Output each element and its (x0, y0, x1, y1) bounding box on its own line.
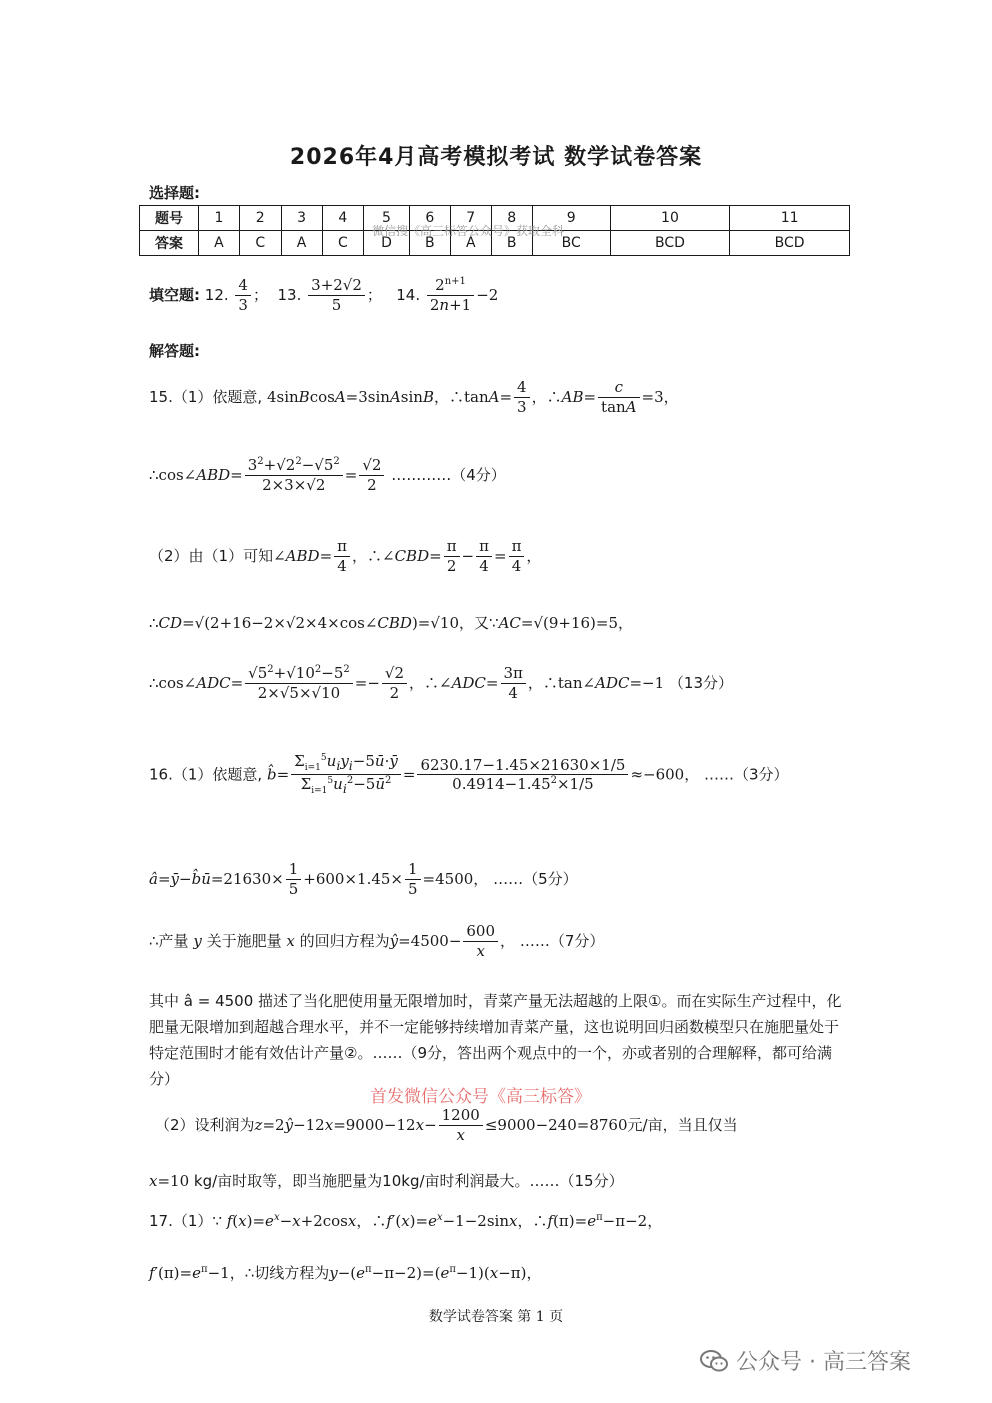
wechat-icon (700, 1350, 728, 1372)
answer-cell: C (239, 231, 281, 256)
answer-cell: B (409, 231, 450, 256)
page-title: 2026年4月高考模拟考试 数学试卷答案 (289, 145, 703, 170)
question-number: 4 (322, 206, 364, 231)
row-label: 题号 (140, 206, 199, 231)
question-number: 9 (532, 206, 610, 231)
answer-cell: BC (532, 231, 610, 256)
answer-cell: BCD (610, 231, 730, 256)
solve-heading: 解答题: (149, 342, 200, 360)
q15-line1: 15.（1）依题意, 4sinBcosA=3sinAsinB，∴tanA= $\frac{4}{3}$ ，∴AB= $\frac{c}{\tan A}$ =3， (149, 378, 679, 416)
q12-answer: $\frac{4}{3}$ (235, 276, 251, 315)
answer-cell: D (364, 231, 410, 256)
question-number: 2 (239, 206, 281, 231)
question-number: 5 (364, 206, 410, 231)
q15-line3: （2）由（1）可知∠ABD= $\frac{\pi}{4}$ ，∴∠CBD= $\frac{\pi}{2}$ − $\frac{\pi}{4}$ = $\frac{\pi}{4}$ ， (149, 537, 542, 575)
brand-text: 公众号 · 高三答案 (736, 1350, 911, 1375)
q16-explanation: 其中 â = 4500 描述了当化肥使用量无限增加时，青菜产量无法超越的上限①。而在实际生产过程中，化肥量无限增加到超越合理水平，并不一定能够持续增加青菜产量，这也说明回归函数模型只在施肥量处于特定范围时才能有效估计产量②。……（9分，答出两个观点中的一个，亦或者别的合理解释，都可给满分） (149, 992, 842, 1088)
answer-cell: A (199, 231, 240, 256)
fill-label: 填空题: (149, 285, 200, 304)
answer-cell: B (491, 231, 532, 256)
answer-cell: A (281, 231, 322, 256)
q13-number: 13. (277, 285, 302, 304)
row-label: 答案 (140, 231, 199, 256)
answer-cell: A (450, 231, 491, 256)
brand-tag (700, 1345, 911, 1376)
q15-line2: ∴cos∠ABD= $\frac{3^2+√2^2-√5^2}{2\times 3\times√2}$ = $\frac{√2}{2}$ …………（4分） (149, 456, 506, 494)
q15-line4: ∴CD=√(2+16−2×√2×4×cos∠CBD)=√10，又∵AC=√(9+16)=5， (149, 614, 634, 632)
q16-line4: （2）设利润为z=2ŷ−12x=9000−12x− $\frac{1200}{x}$ ≤9000−240=8760元/亩，当且仅当 (155, 1106, 738, 1144)
question-number: 3 (281, 206, 322, 231)
q14-number: 14. (396, 285, 421, 304)
question-number: 1 (199, 206, 240, 231)
question-number: 11 (730, 206, 850, 231)
q17-line2: $f'(\pi)=e^\pi-1$，∴切线方程为$y-(e^\pi-\pi-2)=(e^\pi-1)(x-\pi)$， (149, 1264, 542, 1282)
watermark: 微信搜《高三标答公众号》获取全科 (372, 224, 565, 238)
question-number: 7 (450, 206, 491, 231)
q16-line2: â=ȳ−b̂ū=21630× $\frac{1}{5}$ +600×1.45× $\frac{1}{5}$ =4500， ……（5分） (149, 860, 578, 898)
question-number: 6 (409, 206, 450, 231)
q16-line5: x=10 kg/亩时取等，即当施肥量为10kg/亩时利润最大。……（15分） (149, 1172, 624, 1190)
question-number: 8 (491, 206, 532, 231)
q14-answer: $\frac{2^{n+1}}{2n+1}$ (427, 276, 474, 315)
q12-number: 12. (204, 285, 229, 304)
question-number: 10 (610, 206, 730, 231)
q17-line1: 17.（1）∵ $f(x)=e^x-x+2\cos x$，$\therefore f'(x)=e^x-1-2\sin x$，$\therefore f(\pi)=e^\pi-\pi-2$， (149, 1212, 663, 1230)
q13-answer: $\frac{3+2√2}{5}$ (308, 276, 365, 315)
mc-heading: 选择题: (149, 184, 200, 202)
q16-line1: 16.（1）依题意, b̂= $\frac{\Sigma_{i=1}^5u_iy_i-5ū\cdot ȳ}{\Sigma_{i=1}^5u_i^2-5ū^2}$ = $\frac{6230.17-1.45\times 21630\times 1/5}{0.4914-1.45^2\times 1/5}$ ≈−600， ……（3分） (149, 752, 789, 797)
answer-cell: BCD (730, 231, 850, 256)
q15-line5: ∴cos∠ADC= $\frac{√5^2+√10^2-5^2}{2\times√5\times√10}$ =− $\frac{√2}{2}$ ，∴∠ADC= $\frac{3\pi}{4}$ ，∴tan∠ADC=−1 （13分） (149, 664, 734, 702)
answer-cell: C (322, 231, 364, 256)
fill-answers: 填空题: 12. $\frac{4}{3}$ ； 13. $\frac{3+2√2}{5}$ ； 14. $\frac{2^{n+1}}{2n+1}$ −2 (149, 276, 499, 314)
watermark: 首发微信公众号《高三标答》 (370, 1087, 591, 1107)
q16-line3: ∴产量 y 关于施肥量 x 的回归方程为ŷ=4500− $\frac{600}{x}$ ， ……（7分） (149, 922, 605, 960)
page-footer: 数学试卷答案 第 1 页 (428, 1309, 564, 1325)
